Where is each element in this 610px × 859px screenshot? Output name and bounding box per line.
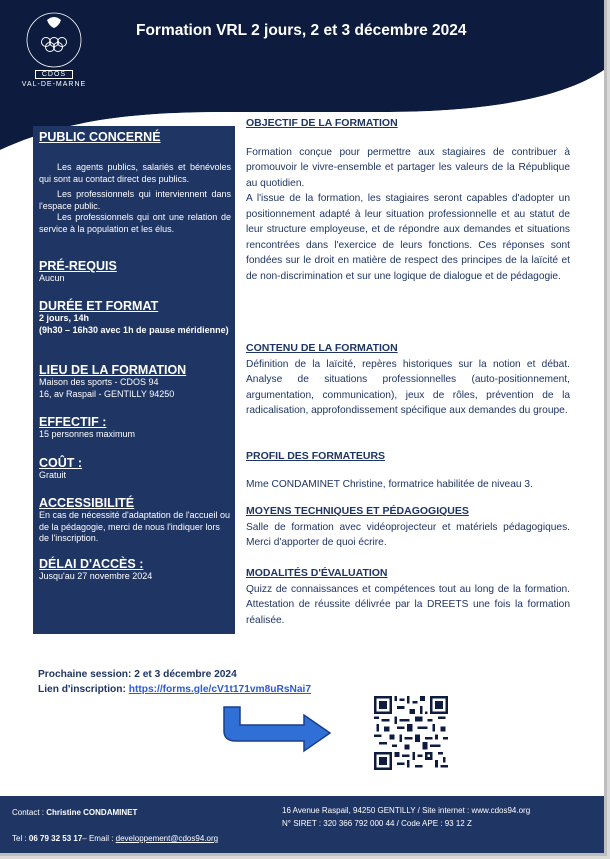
footer-contact (12, 808, 137, 817)
moyens-p: Salle de formation avec vidéoprojecteur et matériels pédagogiques. Merci d'apporter de quoi écrire. (246, 521, 570, 548)
tel-label: Tel : (12, 834, 29, 843)
lieu-title: LIEU DE LA FORMATION (39, 363, 187, 377)
qr-code[interactable] (374, 696, 448, 770)
session-info (38, 667, 311, 697)
info-sidebar (33, 126, 235, 634)
logo-cdos: CDOS (35, 70, 73, 79)
duree-section (39, 299, 231, 336)
logo-region: VAL-DE-MARNE (21, 81, 87, 88)
email-label: – Email : (82, 834, 116, 843)
contact-label: Contact : (12, 808, 47, 817)
contenu-p: Définition de la laïcité, repères historiques sur la notion et débat. Analyse de situations professionnelles (auto-positionnement, argumentation, communication), jeux de rôles, prévention de la radicalisation, approfondissement spécifique aux demandes du groupe. (246, 358, 570, 416)
public-item-3: Les professionnels qui ont une relation de service à la population et les élus. (39, 212, 231, 234)
delai-section (39, 557, 231, 583)
lieu-section (39, 363, 231, 400)
objectif-title: OBJECTIF DE LA FORMATION (246, 117, 398, 129)
moyens-title: MOYENS TECHNIQUES ET PÉDAGOGIQUES (246, 505, 469, 517)
contenu-title: CONTENU DE LA FORMATION (246, 342, 398, 354)
cout-title: COÛT : (39, 456, 83, 470)
access-title: ACCESSIBILITÉ (39, 496, 135, 510)
profil-p: Mme CONDAMINET Christine, formatrice habilitée de niveau 3. (246, 478, 533, 490)
prereq-section (39, 259, 231, 285)
footer-phone (12, 834, 218, 843)
prereq-value: Aucun (39, 273, 65, 283)
objectif-p1: Formation conçue pour permettre aux stagiaires de contribuer à promouvoir le vivre-ensemble et partager les valeurs de la République au quotidien. (246, 146, 570, 189)
modal-p: Quizz de connaissances et compétences tout au long de la formation. Attestation de réussite délivrée par la DREETS une fois la formation réalisée. (246, 583, 570, 626)
public-item-1: Les agents publics, salariés et bénévoles qui sont au contact direct des publics. (39, 162, 231, 184)
objectif-p2: A l'issue de la formation, les stagiaires seront capables d'adopter un positionnement adapté à leur situation professionnelle et au statut de leur structure employeuse, et de répondre aux demandes et situations rencontrées dans l'exercice de leurs fonctions. Ces réponses sont fondées sur le droit en matière de respect des principes de la laïcité et de non-discrimination et sur une logique de dialogue et de pédagogie. (246, 193, 570, 282)
footer-address: 16 Avenue Raspail, 94250 GENTILLY / Site internet : www.cdos94.org (282, 806, 531, 815)
effectif-value: 15 personnes maximum (39, 429, 136, 439)
footer (0, 796, 604, 853)
duree-line1: 2 jours, 14h (39, 313, 90, 323)
access-value: En cas de nécessité d'adaptation de l'accueil ou de la pédagogie, merci de nous l'indiquer lors de l'inscription. (39, 510, 231, 543)
tel-value: 06 79 32 53 17 (28, 834, 83, 843)
duree-title: DURÉE ET FORMAT (39, 299, 159, 313)
public-item-2: Les professionnels qui interviennent dans l'espace public. (39, 189, 231, 211)
duree-line2: (9h30 – 16h30 avec 1h de pause méridienne) (39, 324, 229, 335)
modal-title: MODALITÉS D'ÉVALUATION (246, 567, 388, 579)
contact-name: Christine CONDAMINET (46, 808, 138, 817)
cout-value: Gratuit (39, 470, 67, 480)
moyens-section (246, 504, 570, 551)
access-section (39, 496, 231, 545)
lieu-line2: 16, av Raspail - GENTILLY 94250 (39, 388, 175, 399)
logo-text (14, 70, 94, 88)
contenu-section (246, 341, 570, 419)
session-date: Prochaine session: 2 et 3 décembre 2024 (38, 669, 237, 680)
public-title: PUBLIC CONCERNÉ (39, 130, 161, 144)
arrow-right-icon (220, 705, 335, 753)
delai-title: DÉLAI D'ACCÈS : (39, 557, 144, 571)
modal-section (246, 566, 570, 628)
page-title: Formation VRL 2 jours, 2 et 3 décembre 2024 (136, 22, 467, 39)
cout-section (39, 456, 231, 482)
prereq-title: PRÉ-REQUIS (39, 259, 117, 273)
registration-link[interactable]: https://forms.gle/cV1t171vm8uRsNai7 (128, 684, 312, 695)
registration-line (38, 682, 311, 697)
effectif-title: EFFECTIF : (39, 415, 107, 429)
objectif-section (246, 116, 570, 284)
footer-siret: N° SIRET : 320 366 792 000 44 / Code APE : 93 12 Z (282, 819, 472, 828)
effectif-section (39, 415, 231, 441)
profil-title: PROFIL DES FORMATEURS (246, 450, 386, 462)
email-link[interactable]: developpement@cdos94.org (115, 834, 219, 843)
profil-section (246, 449, 570, 492)
olympic-rings-icon (14, 8, 94, 74)
delai-value: Jusqu'au 27 novembre 2024 (39, 571, 153, 581)
lieu-line1: Maison des sports - CDOS 94 (39, 377, 159, 387)
public-section (39, 130, 231, 235)
registration-label: Lien d'inscription: (38, 684, 129, 695)
